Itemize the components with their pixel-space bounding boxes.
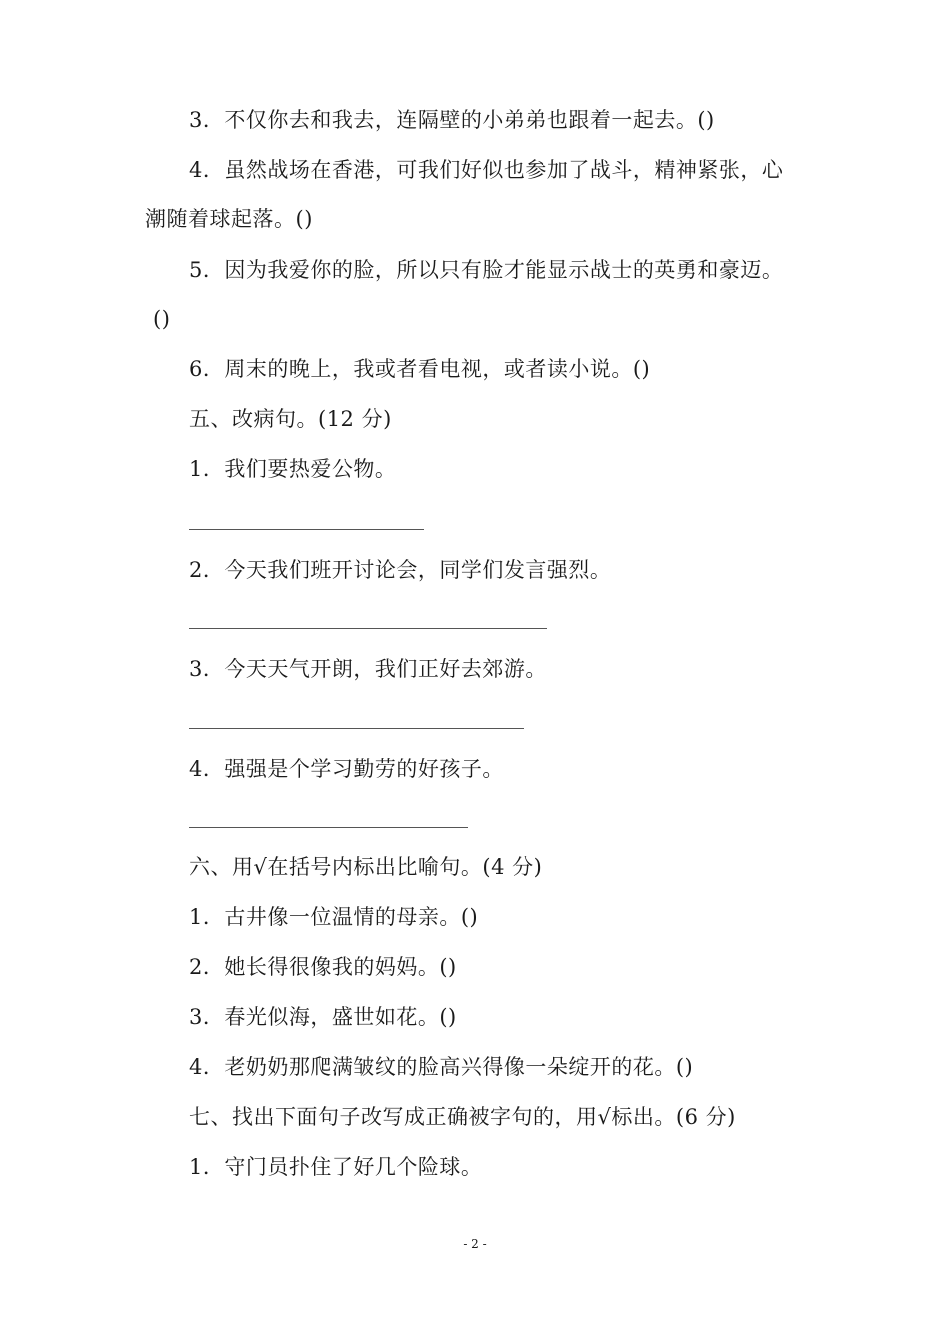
answer-blank-5-4[interactable] — [189, 827, 468, 828]
question-6-4: 4．老奶奶那爬满皱纹的脸高兴得像一朵绽开的花。() — [189, 1055, 694, 1079]
question-4-5: 5．因为我爱你的脸，所以只有脸才能显示战士的英勇和豪迈。 — [189, 258, 784, 282]
question-4-5-continued: () — [153, 307, 171, 331]
answer-blank-5-1[interactable] — [189, 529, 424, 530]
answer-blank-5-2[interactable] — [189, 628, 547, 629]
question-4-4-continued: 潮随着球起落。() — [145, 207, 313, 231]
question-6-3: 3．春光似海，盛世如花。() — [189, 1005, 457, 1029]
question-4-4: 4．虽然战场在香港，可我们好似也参加了战斗，精神紧张，心 — [189, 158, 784, 182]
question-6-1: 1．古井像一位温情的母亲。() — [189, 905, 479, 929]
question-5-4: 4．强强是个学习勤劳的好孩子。 — [189, 757, 504, 781]
section-7-heading: 七、找出下面句子改写成正确被字句的，用√标出。(6 分) — [189, 1105, 736, 1129]
question-7-1: 1．守门员扑住了好几个险球。 — [189, 1155, 483, 1179]
question-5-3: 3．今天天气开朗，我们正好去郊游。 — [189, 657, 547, 681]
section-5-heading: 五、改病句。(12 分) — [189, 407, 392, 431]
question-4-6: 6．周末的晚上，我或者看电视，或者读小说。() — [189, 357, 651, 381]
page-number: - 2 - — [463, 1237, 487, 1251]
question-4-3: 3．不仅你去和我去，连隔壁的小弟弟也跟着一起去。() — [189, 108, 715, 132]
section-6-heading: 六、用√在括号内标出比喻句。(4 分) — [189, 855, 543, 879]
answer-blank-5-3[interactable] — [189, 728, 524, 729]
question-5-2: 2．今天我们班开讨论会，同学们发言强烈。 — [189, 558, 612, 582]
question-6-2: 2．她长得很像我的妈妈。() — [189, 955, 457, 979]
question-5-1: 1．我们要热爱公物。 — [189, 457, 397, 481]
